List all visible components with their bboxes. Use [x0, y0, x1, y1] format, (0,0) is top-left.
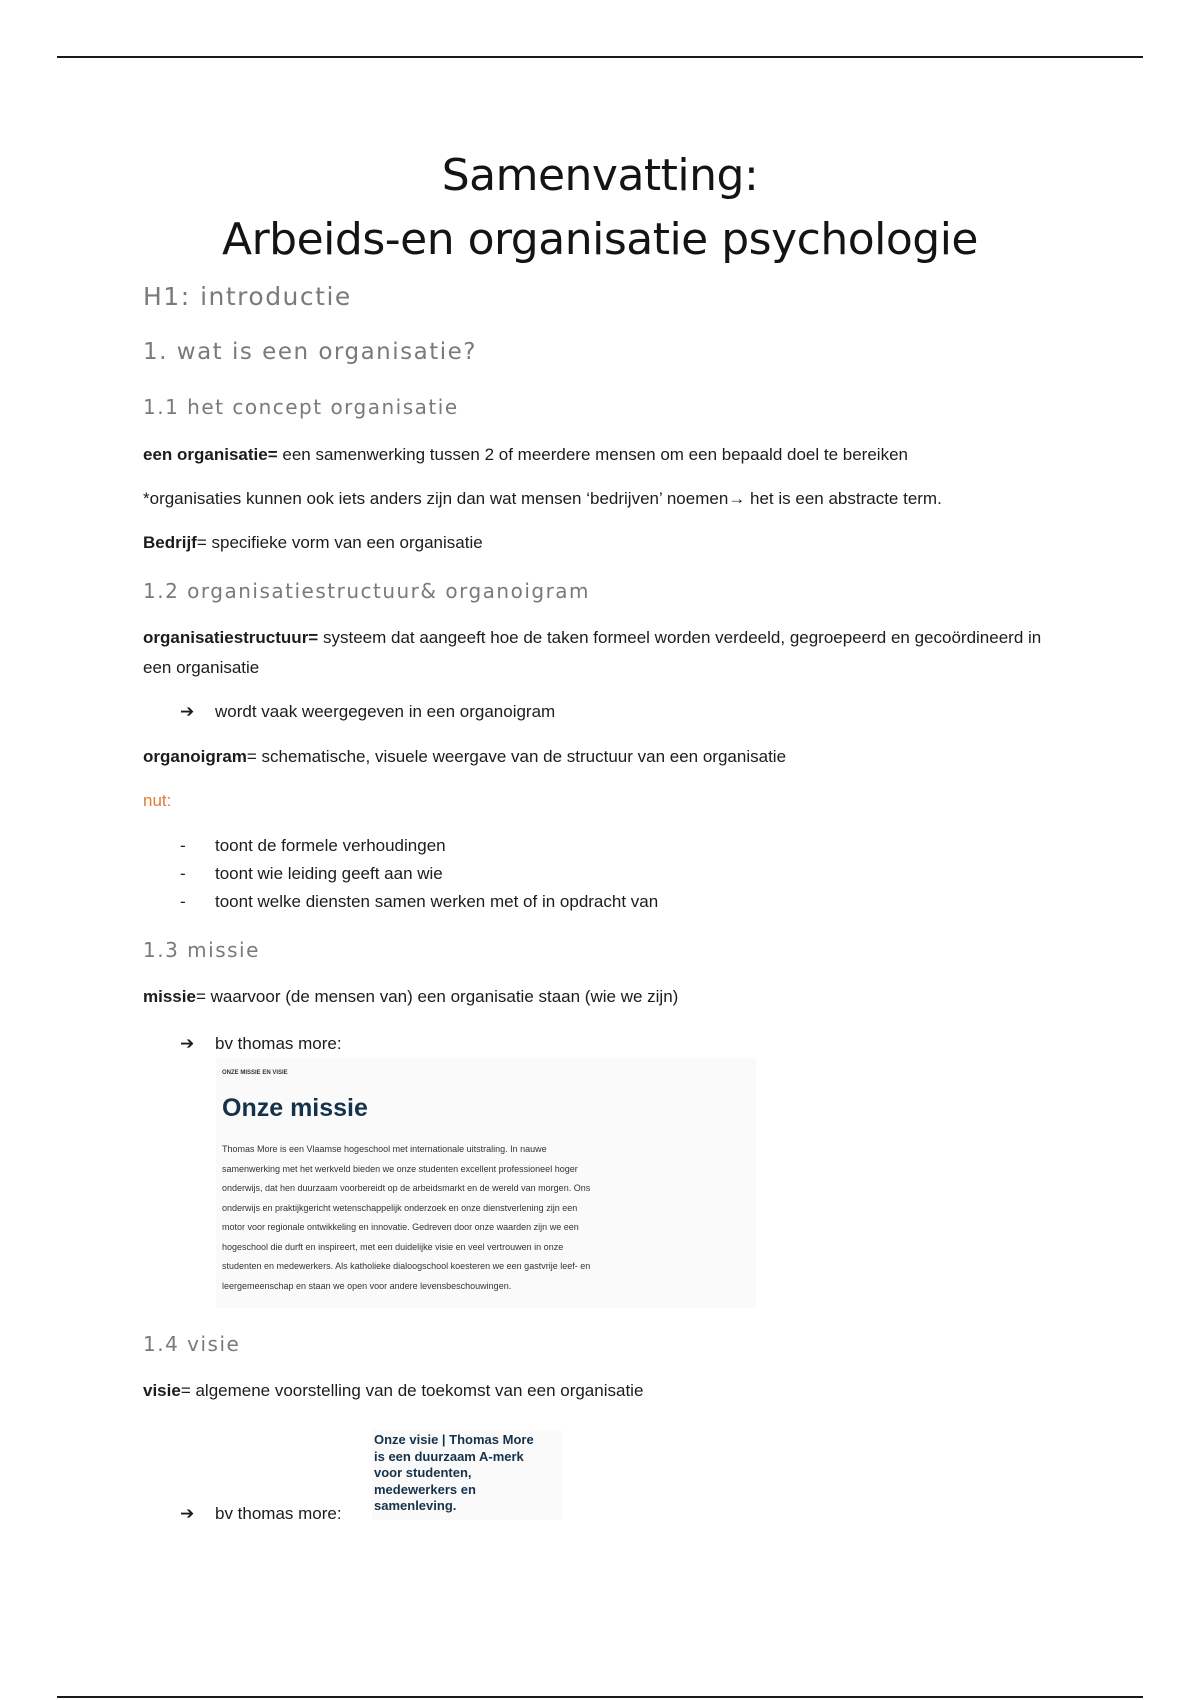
term: missie [143, 987, 196, 1006]
missie-line: motor voor regionale ontwikkeling en innovatie. Gedreven door onze waarden zijn we een [222, 1222, 579, 1232]
arrow-item-visie [180, 1504, 342, 1524]
definition-text: = schematische, visuele weergave van de structuur van een organisatie [246, 747, 787, 766]
list-item [180, 888, 658, 916]
section-heading-1: 1. wat is een organisatie? [143, 339, 477, 365]
missie-screenshot-image [216, 1058, 756, 1308]
list-item-text: toont de formele verhoudingen [215, 836, 446, 855]
section-heading-1-3: 1.3 missie [143, 938, 260, 962]
term: visie [143, 1381, 181, 1400]
definition-text: een samenwerking tussen 2 of meerdere mensen om een bepaald doel te bereiken [277, 445, 908, 464]
dash-icon: - [180, 836, 186, 855]
section-heading-1-1: 1.1 het concept organisatie [143, 395, 459, 419]
top-rule [57, 56, 1143, 58]
missie-image-body [222, 1140, 722, 1296]
definition-text: = waarvoor (de mensen van) een organisatie staan (wie we zijn) [195, 987, 679, 1006]
term: Bedrijf [143, 533, 197, 552]
definition-text: = specifieke vorm van een organisatie [196, 533, 483, 552]
dash-icon: - [180, 892, 186, 911]
missie-line: Thomas More is een Vlaamse hogeschool met internationale uitstraling. In nauwe [222, 1144, 547, 1154]
arrow-item-organoigram [180, 702, 555, 722]
document-title-line2: Arbeids-en organisatie psychologie [221, 214, 978, 265]
chapter-heading: H1: introductie [143, 282, 352, 311]
missie-image-heading: Onze missie [222, 1094, 368, 1122]
section-heading-1-4: 1.4 visie [143, 1332, 241, 1356]
document-title-line1: Samenvatting: [441, 150, 759, 201]
term: een organisatie= [143, 445, 278, 464]
arrow-text: bv thomas more: [215, 1034, 342, 1053]
nut-list [180, 832, 658, 916]
missie-line: samenwerking met het werkveld bieden we onze studenten excellent professioneel hoger [222, 1163, 578, 1174]
definition-organoigram [143, 742, 786, 772]
dash-icon: - [180, 864, 186, 883]
term: organisatiestructuur= [143, 628, 319, 647]
arrow-icon: ➔ [180, 1504, 195, 1523]
nut-label: nut: [143, 791, 172, 810]
list-item-text: toont welke diensten samen werken met of in opdracht van [215, 892, 659, 911]
arrow-text: bv thomas more: [215, 1504, 342, 1523]
list-item-text: toont wie leiding geeft aan wie [215, 864, 443, 883]
definition-bedrijf [143, 528, 483, 558]
arrow-text: wordt vaak weergegeven in een organoigram [215, 702, 556, 721]
visie-line: is een duurzaam A-merk [374, 1448, 524, 1464]
visie-image-text [374, 1432, 534, 1515]
list-item [180, 860, 658, 888]
missie-kicker: ONZE MISSIE EN VISIE [222, 1070, 288, 1076]
list-item [180, 832, 658, 860]
arrow-icon: ➔ [180, 702, 195, 721]
missie-line: studenten en medewerkers. Als katholieke dialoogschool koesteren we een gastvrije leef- en [222, 1261, 591, 1271]
visie-line: medewerkers en [374, 1481, 476, 1497]
missie-line: leergemeenschap en staan we open voor andere levensbeschouwingen. [222, 1280, 512, 1291]
definition-organisatie [143, 440, 908, 470]
visie-line: samenleving. [374, 1498, 457, 1513]
missie-line: onderwijs, dat hen duurzaam voorbereidt op de arbeidsmarkt en de wereld van morgen. Ons [222, 1183, 591, 1193]
term: organoigram [143, 747, 247, 766]
definition-text: systeem dat aangeeft hoe de taken formeel worden verdeeld, gegroepeerd en gecoördineerd in een organisatie [143, 628, 1042, 677]
visie-line: voor studenten, [374, 1465, 472, 1480]
bottom-rule [57, 1696, 1143, 1698]
visie-screenshot-image [372, 1430, 562, 1520]
definition-text: = algemene voorstelling van de toekomst van een organisatie [180, 1381, 644, 1400]
definition-organisatiestructuur [143, 623, 1043, 683]
visie-line: Onze visie | Thomas More [374, 1432, 534, 1447]
note-organisatie: *organisaties kunnen ook iets anders zijn dan wat mensen ‘bedrijven’ noemen→ het is een abstracte term. [143, 489, 942, 508]
missie-line: hogeschool die durft en inspireert, met een duidelijke visie en veel vertrouwen in onze [222, 1241, 564, 1252]
definition-missie [143, 982, 678, 1012]
arrow-icon: ➔ [180, 1034, 195, 1053]
definition-visie [143, 1376, 643, 1406]
missie-line: onderwijs en praktijkgericht wetenschappelijk onderzoek en onze dienstverlening zijn een [222, 1202, 578, 1213]
section-heading-1-2: 1.2 organisatiestructuur& organoigram [143, 579, 591, 603]
arrow-item-missie [180, 1034, 342, 1054]
